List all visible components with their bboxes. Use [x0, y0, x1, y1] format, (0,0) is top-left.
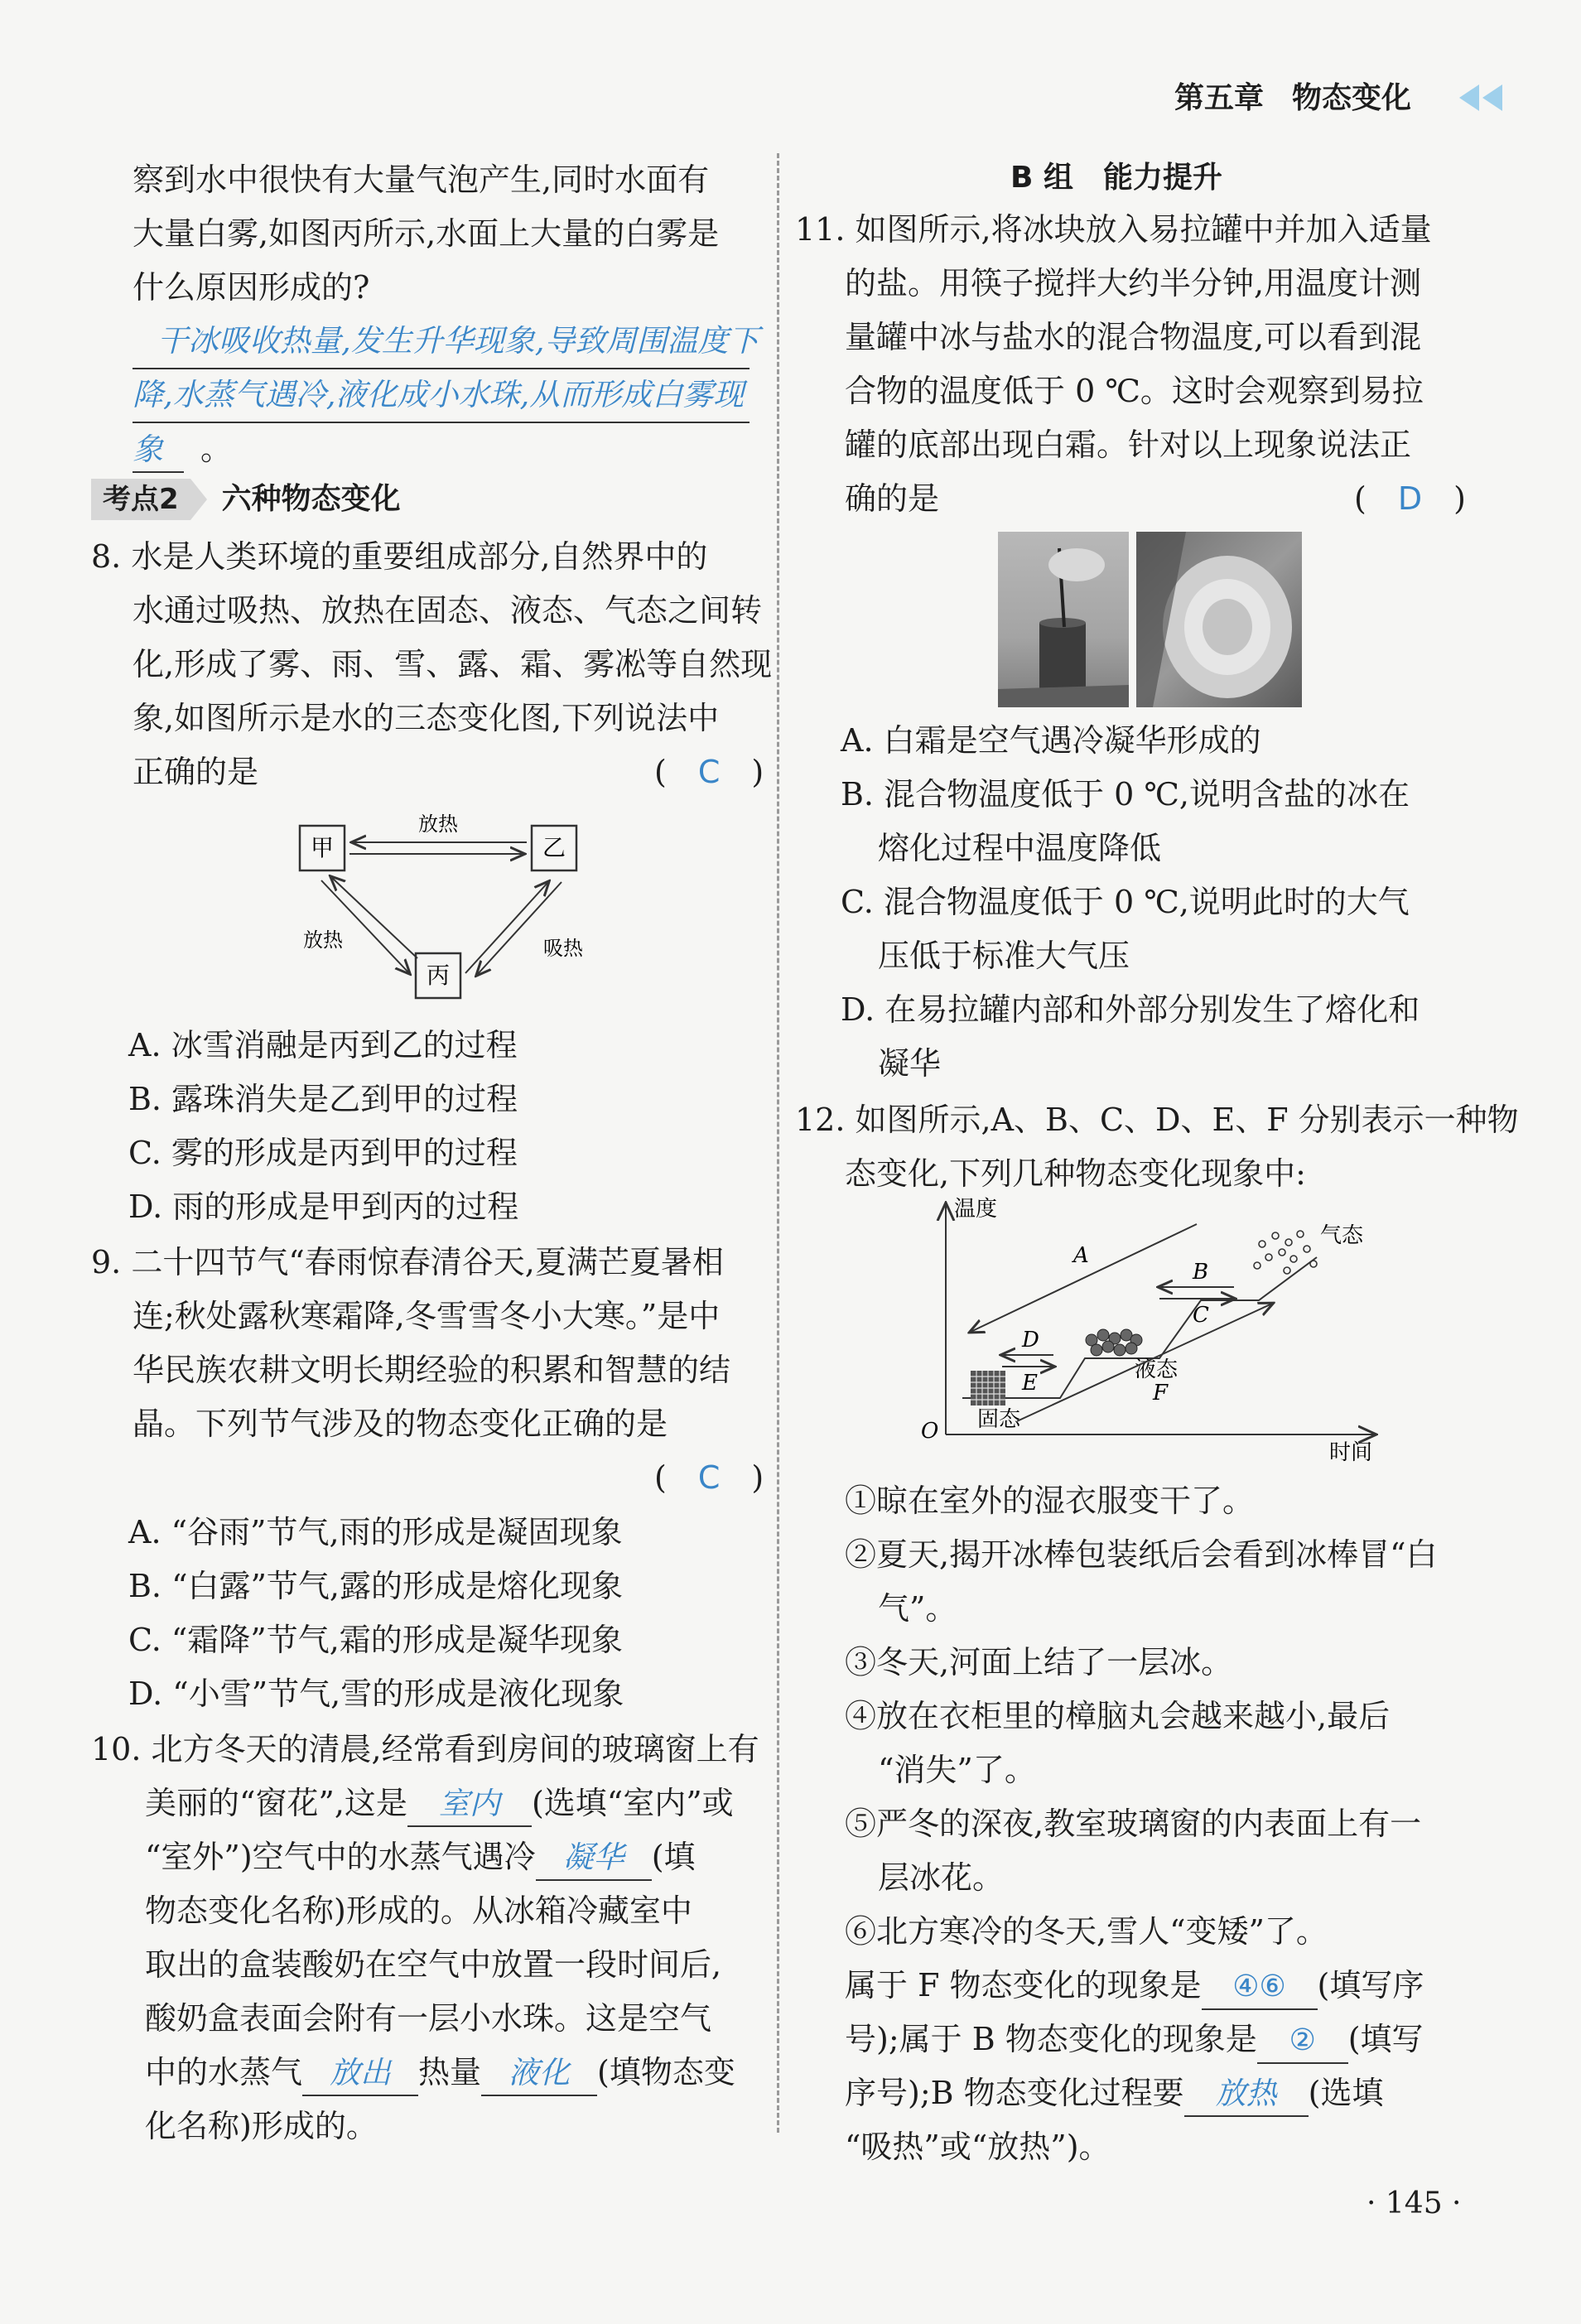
- q11-option-c-cont: 压低于标准大气压: [878, 938, 1130, 974]
- hw-text-3: 象: [133, 428, 184, 473]
- q12-tail-l3b: (选填: [1308, 2075, 1384, 2111]
- arrow-bing-to-yi: [465, 882, 548, 973]
- q12-tail-l1a: 属于 F 物态变化的现象是: [845, 1967, 1202, 2003]
- intro-line-3: 什么原因形成的?: [133, 269, 370, 306]
- intro-line-2: 大量白雾,如图丙所示,水面上大量的白雾是: [133, 215, 720, 252]
- q10-blank-4[interactable]: 液化: [481, 2052, 597, 2096]
- q9-answer: C: [697, 1459, 721, 1496]
- q10-line-7: [145, 2046, 735, 2099]
- q12-item-6: ⑥北方寒冷的冬天,雪人“变矮”了。: [845, 1913, 1328, 1950]
- q12-item-4-cont: “消失”了。: [878, 1752, 1036, 1788]
- q12-line-2: 态变化,下列几种物态变化现象中:: [845, 1155, 1306, 1192]
- q11-option-d: D. 在易拉罐内部和外部分别发生了熔化和: [841, 991, 1420, 1028]
- photo-can-bottom-frost: [1136, 532, 1302, 707]
- arrow-A: [971, 1224, 1197, 1332]
- x-axis-label: 时间: [1329, 1440, 1373, 1465]
- q12-item-4: ④放在衣柜里的樟脑丸会越来越小,最后: [845, 1698, 1391, 1734]
- q8-line-4: 象,如图所示是水的三态变化图,下列说法中: [133, 700, 720, 736]
- q10-l3b: (填: [651, 1839, 696, 1875]
- q12-item-5-cont: 层冰花。: [878, 1859, 1005, 1896]
- q11-line-3: 量罐中冰与盐水的混合物温度,可以看到混: [845, 319, 1422, 355]
- q9-option-b: B. “白露”节气,露的形成是熔化现象: [128, 1568, 624, 1604]
- q12-item-3: ③冬天,河面上结了一层冰。: [845, 1644, 1233, 1680]
- hw-text-2: 降,水蒸气遇冷,液化成小水珠,从而形成白雾现: [133, 377, 745, 412]
- q9-line-1: 9. 二十四节气“春雨惊春清谷天,夏满芒夏暑相: [91, 1244, 724, 1280]
- kaodian-tag: 考点2: [91, 479, 190, 520]
- q10-line-1: 10. 北方冬天的清晨,经常看到房间的玻璃窗上有: [91, 1731, 759, 1767]
- q12-blank-b[interactable]: ②: [1257, 2019, 1348, 2064]
- gas-label: 气态: [1320, 1223, 1364, 1248]
- q8-state-diagram: [282, 808, 613, 1015]
- q11-option-d-cont: 凝华: [878, 1045, 942, 1082]
- gas-particles: [1254, 1231, 1317, 1274]
- label-yi: 乙: [542, 834, 566, 861]
- chapter-title: 物态变化: [1292, 81, 1412, 115]
- q12-blank-heat[interactable]: 放热: [1184, 2072, 1309, 2117]
- arrow-yi-to-bing: [477, 882, 562, 975]
- q12-item-5: ⑤严冬的深夜,教室玻璃窗的内表面上有一: [845, 1806, 1422, 1842]
- q12-line-1: 12. 如图所示,A、B、C、D、E、F 分别表示一种物: [795, 1102, 1519, 1138]
- q8-option-c: C. 雾的形成是丙到甲的过程: [128, 1135, 518, 1171]
- solid-label: 固态: [977, 1407, 1021, 1432]
- q12-tail-line-3: [845, 2066, 1383, 2119]
- q8-line-5: 正确的是: [133, 754, 259, 790]
- label-top-heat: 放热: [418, 812, 458, 836]
- chapter-number: 第五章: [1174, 81, 1265, 115]
- q10-blank-2[interactable]: 凝华: [536, 1836, 652, 1881]
- label-D: D: [1022, 1328, 1039, 1352]
- label-left-heat: 放热: [303, 928, 343, 952]
- q8-line-1: 8. 水是人类环境的重要组成部分,自然界中的: [91, 538, 708, 575]
- label-bing: 丙: [426, 962, 451, 989]
- handwritten-answer-line-1: [133, 315, 759, 369]
- q12-blank-f[interactable]: ④⑥: [1202, 1965, 1318, 2010]
- liquid-particles: [1086, 1329, 1142, 1356]
- q10-l3a: “室外”)空气中的水蒸气遇冷: [145, 1839, 536, 1875]
- q9-answer-paren: ( C ): [654, 1459, 764, 1496]
- intro-line-1: 察到水中很快有大量气泡产生,同时水面有: [133, 162, 710, 198]
- q10-l7c: (填物态变: [597, 2054, 735, 2090]
- q10-l7b: 热量: [418, 2054, 482, 2090]
- q8-option-a: A. 冰雪消融是丙到乙的过程: [128, 1027, 518, 1063]
- q8-answer-paren: ( C ): [654, 754, 764, 790]
- q8-line-3: 化,形成了雾、雨、雪、露、霜、雾凇等自然现: [133, 646, 773, 682]
- q9-line-2: 连;秋处露秋寒霜降,冬雪雪冬小大寒。”是中: [133, 1298, 721, 1334]
- q12-tail-l2a: 号);属于 B 物态变化的现象是: [845, 2021, 1257, 2057]
- q12-tail-line-2: [845, 2013, 1424, 2066]
- q12-tail-l1b: (填写序: [1317, 1967, 1424, 2003]
- q11-line-1: 11. 如图所示,将冰块放入易拉罐中并加入适量: [795, 211, 1432, 248]
- q11-option-b: B. 混合物温度低于 0 ℃,说明含盐的冰在: [841, 776, 1410, 812]
- q12-tail-line-4: “吸热”或“放热”)。: [845, 2129, 1111, 2165]
- q11-option-c: C. 混合物温度低于 0 ℃,说明此时的大气: [841, 884, 1410, 920]
- label-F: F: [1153, 1381, 1169, 1405]
- q8-line-2: 水通过吸热、放热在固态、液态、气态之间转: [133, 592, 763, 629]
- q12-tail-line-1: [845, 1959, 1424, 2012]
- arrow-jia-to-bing: [321, 880, 409, 973]
- q9-line-4: 晶。下列节气涉及的物态变化正确的是: [133, 1405, 668, 1442]
- can-stirring-image: [998, 532, 1129, 707]
- origin-label: O: [921, 1419, 939, 1444]
- q11-line-6: 确的是: [845, 480, 940, 517]
- q11-line-2: 的盐。用筷子搅拌大约半分钟,用温度计测: [845, 265, 1422, 301]
- y-axis-label: 温度: [954, 1197, 998, 1222]
- q9-option-c: C. “霜降”节气,霜的形成是凝华现象: [128, 1622, 623, 1658]
- q10-line-2: [145, 1777, 734, 1830]
- q10-blank-1[interactable]: 室内: [407, 1782, 532, 1827]
- group-title: B 组 能力提升: [1010, 161, 1222, 195]
- q10-blank-3[interactable]: 放出: [302, 2052, 418, 2096]
- can-bottom-image: [1136, 532, 1302, 707]
- q11-answer: D: [1397, 480, 1423, 517]
- chapter-header: [1174, 75, 1411, 117]
- label-E: E: [1022, 1371, 1038, 1396]
- q8-option-d: D. 雨的形成是甲到丙的过程: [128, 1189, 519, 1225]
- q10-line-5: 取出的盒装酸奶在空气中放置一段时间后,: [145, 1946, 722, 1983]
- q12-item-2-cont: 气”。: [878, 1590, 957, 1627]
- handwritten-answer-line-3: [133, 422, 232, 475]
- q8-answer: C: [697, 754, 721, 790]
- label-C: C: [1193, 1303, 1209, 1328]
- kaodian-arrow-icon: [190, 479, 207, 520]
- kaodian-heading: [91, 479, 401, 520]
- q10-line-3: [145, 1830, 696, 1883]
- q11-option-a: A. 白霜是空气遇冷凝华形成的: [841, 722, 1261, 759]
- q12-state-graph: [911, 1193, 1408, 1474]
- q10-line-4: 物态变化名称)形成的。从冰箱冷藏室中: [145, 1892, 692, 1929]
- q9-line-3: 华民族农耕文明长期经验的积累和智慧的结: [133, 1352, 731, 1388]
- solid-particles: [971, 1371, 1005, 1405]
- label-B: B: [1193, 1260, 1209, 1285]
- q12-item-2: ②夏天,揭开冰棒包装纸后会看到冰棒冒“白: [845, 1536, 1438, 1573]
- hw-text-1: 干冰吸收热量,发生升华现象,导致周围温度下: [157, 323, 759, 359]
- liquid-label: 液态: [1135, 1357, 1179, 1382]
- photo-can-stirring: [998, 532, 1129, 707]
- label-A: A: [1073, 1243, 1089, 1268]
- column-divider: [777, 153, 779, 2133]
- kaodian-title: 六种物态变化: [221, 482, 401, 516]
- header-arrows-icon: [1451, 81, 1509, 114]
- q8-option-b: B. 露珠消失是乙到甲的过程: [128, 1081, 518, 1117]
- q11-line-4: 合物的温度低于 0 ℃。这时会观察到易拉: [845, 373, 1424, 409]
- arrow-bing-to-jia: [331, 877, 417, 958]
- handwritten-answer-line-2: [133, 369, 750, 423]
- q12-item-1: ①晾在室外的湿衣服变干了。: [845, 1483, 1255, 1519]
- q11-option-b-cont: 熔化过程中温度降低: [878, 830, 1162, 866]
- q12-tail-l2b: (填写: [1347, 2021, 1424, 2057]
- q10-l7a: 中的水蒸气: [145, 2054, 303, 2090]
- q11-answer-paren: ( D ): [1354, 480, 1466, 517]
- q10-l2b: (选填“室内”或: [531, 1785, 734, 1821]
- q9-option-d: D. “小雪”节气,雪的形成是液化现象: [128, 1675, 624, 1712]
- q10-line-6: 酸奶盒表面会附有一层小水珠。这是空气: [145, 2000, 712, 2037]
- q10-line-8: 化名称)形成的。: [145, 2108, 378, 2144]
- q12-tail-l3a: 序号);B 物态变化过程要: [845, 2075, 1184, 2111]
- label-jia: 甲: [310, 834, 335, 861]
- q11-line-5: 罐的底部出现白霜。针对以上现象说法正: [845, 427, 1412, 463]
- arrow-F: [1017, 1304, 1272, 1421]
- q9-option-a: A. “谷雨”节气,雨的形成是凝固现象: [128, 1514, 623, 1550]
- hw-tail: 。: [200, 431, 233, 467]
- label-right-heat: 吸热: [543, 937, 583, 960]
- page-number: · 145 ·: [1367, 2187, 1462, 2220]
- q10-l2a: 美丽的“窗花”,这是: [145, 1785, 407, 1821]
